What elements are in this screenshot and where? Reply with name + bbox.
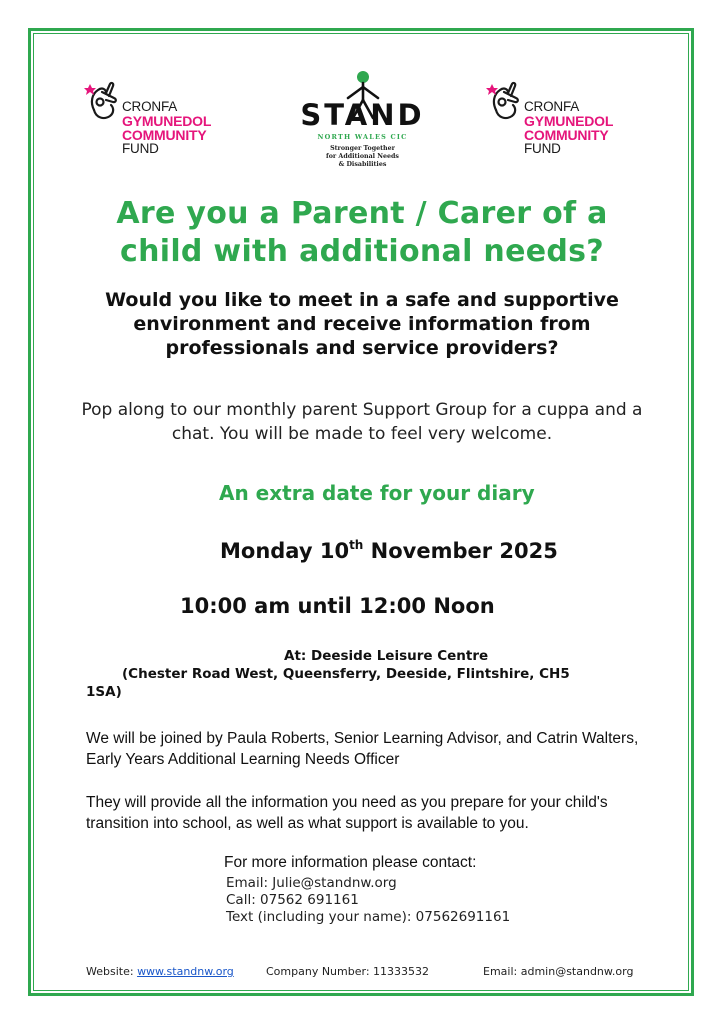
stand-subtitle: NORTH WALES CIC — [317, 133, 408, 141]
headline — [40, 195, 684, 271]
community-fund-logo-right — [486, 80, 646, 170]
event-date-day: Monday 10 — [220, 539, 350, 563]
speakers-paragraph: We will be joined by Paula Roberts, Senior Learning Advisor, and Catrin Walters, Early Years Additional Learning Needs Officer — [86, 730, 639, 768]
logo-text-gymunedol: GYMUNEDOL — [524, 113, 614, 129]
event-date-month-year: November 2025 — [363, 539, 558, 563]
event-date-suffix: th — [349, 538, 364, 552]
community-fund-logo-left — [84, 80, 244, 170]
stand-tagline-line2: for Additional Needs — [326, 153, 399, 160]
footer-website-label: Website: — [86, 965, 138, 978]
page-border-inner — [33, 33, 689, 991]
stand-tagline-line1: Stronger Together — [330, 145, 395, 152]
logo-text-fund: FUND — [122, 141, 159, 156]
venue-postcode: 1SA) — [86, 684, 122, 700]
stand-tagline — [300, 145, 425, 169]
venue — [86, 647, 626, 701]
logo-text-community: COMMUNITY — [524, 127, 609, 143]
stand-tagline-line3: & Disabilities — [338, 161, 387, 168]
footer-website — [86, 965, 234, 978]
logo-text-fund: FUND — [524, 141, 561, 156]
venue-name: At: Deeside Leisure Centre — [284, 648, 489, 664]
event-date — [220, 538, 558, 563]
logo-text-gymunedol: GYMUNEDOL — [122, 113, 212, 129]
headline-line2: child with additional needs? — [120, 234, 604, 269]
logo-text-cronfa: CRONFA — [122, 99, 178, 114]
stand-wordmark: STAND — [300, 98, 425, 132]
footer-email: Email: admin@standnw.org — [483, 965, 634, 978]
contact-text: Text (including your name): 07562691161 — [226, 909, 511, 925]
stand-logo — [300, 70, 425, 175]
contact-heading: For more information please contact: — [224, 854, 477, 871]
contact-email: Email: Julie@standnw.org — [226, 875, 397, 891]
contact-details — [226, 875, 510, 926]
footer-company-number: Company Number: 11333532 — [266, 965, 430, 978]
venue-address: (Chester Road West, Queensferry, Deeside, Flintshire, CH5 — [122, 666, 570, 682]
extra-date-heading: An extra date for your diary — [219, 481, 535, 505]
subheading: Would you like to meet in a safe and supportive environment and receive information from professionals and service providers? — [105, 289, 619, 359]
logo-text-community: COMMUNITY — [122, 127, 207, 143]
intro-text: Pop along to our monthly parent Support Group for a cuppa and a chat. You will be made to feel very welcome. — [81, 400, 643, 444]
footer-website-link[interactable]: www.standnw.org — [137, 965, 234, 978]
headline-line1: Are you a Parent / Carer of a — [116, 196, 608, 231]
event-time: 10:00 am until 12:00 Noon — [180, 594, 495, 618]
crossed-fingers-icon — [486, 80, 526, 128]
crossed-fingers-icon — [84, 80, 124, 128]
contact-call: Call: 07562 691161 — [226, 892, 359, 908]
logo-text-cronfa: CRONFA — [524, 99, 580, 114]
support-paragraph: They will provide all the information you need as you prepare for your child's transition into school, as well as what support is available to you. — [86, 794, 608, 832]
